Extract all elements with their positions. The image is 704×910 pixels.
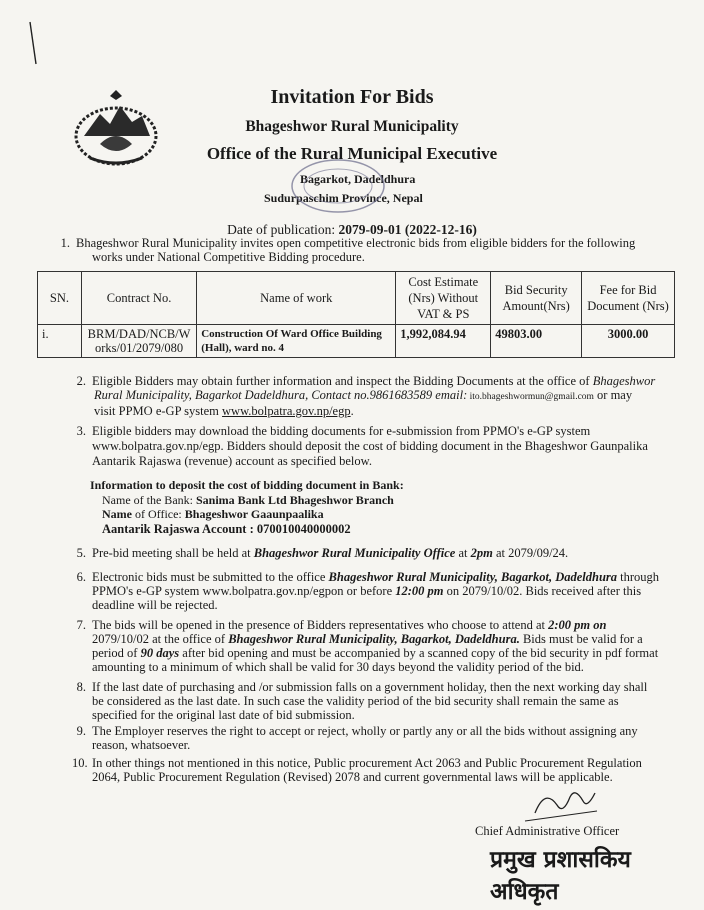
municipality-name: Bhageshwor Rural Municipality	[245, 118, 459, 135]
col-cost-estimate: Cost Estimate (Nrs) Without VAT & PS	[396, 272, 491, 325]
publication-date: Date of publication: 2079-09-01 (2022-12-16)	[227, 222, 477, 237]
col-sn: SN.	[38, 272, 82, 325]
official-stamp	[258, 156, 418, 216]
cell-contract-no: BRM/DAD/NCB/W orks/01/2079/080	[81, 325, 196, 358]
signature	[515, 783, 605, 828]
signatory-title-nepali: प्रमुख प्रशासकिय अधिकृत	[490, 847, 631, 905]
office-name: Office of the Rural Municipal Executive	[206, 144, 498, 163]
pen-mark	[20, 18, 50, 68]
cell-fee: 3000.00	[582, 325, 675, 358]
address-line-2: Sudurpaschim Province, Nepal	[264, 191, 423, 205]
cell-sn: i.	[38, 325, 82, 358]
bank-info-heading: Information to deposit the cost of bidding document in Bank:	[90, 478, 404, 492]
bank-info: Information to deposit the cost of bidding document in Bank: Name of the Bank: Sanima Bank Ltd Bhageshwor Branch Name of Office: Bhageshwor Gaaunpaalika Aantarik Rajaswa Account : 070010040000002	[90, 478, 404, 536]
col-name-of-work: Name of work	[197, 272, 396, 325]
signatory-title: Chief Administrative Officer	[475, 824, 620, 838]
bids-table	[37, 271, 675, 358]
table-row	[38, 325, 675, 358]
address-line-1: Bagarkot, Dadeldhura	[300, 172, 416, 186]
cell-cost: 1,992,084.94	[396, 325, 491, 358]
cell-security: 49803.00	[491, 325, 582, 358]
table-header-row	[38, 272, 675, 325]
col-fee: Fee for Bid Document (Nrs)	[582, 272, 675, 325]
col-bid-security: Bid Security Amount(Nrs)	[491, 272, 582, 325]
page-title: Invitation For Bids	[270, 86, 434, 108]
col-contract-no: Contract No.	[81, 272, 196, 325]
cell-name-of-work: Construction Of Ward Office Building (Hall), ward no. 4	[197, 325, 396, 358]
